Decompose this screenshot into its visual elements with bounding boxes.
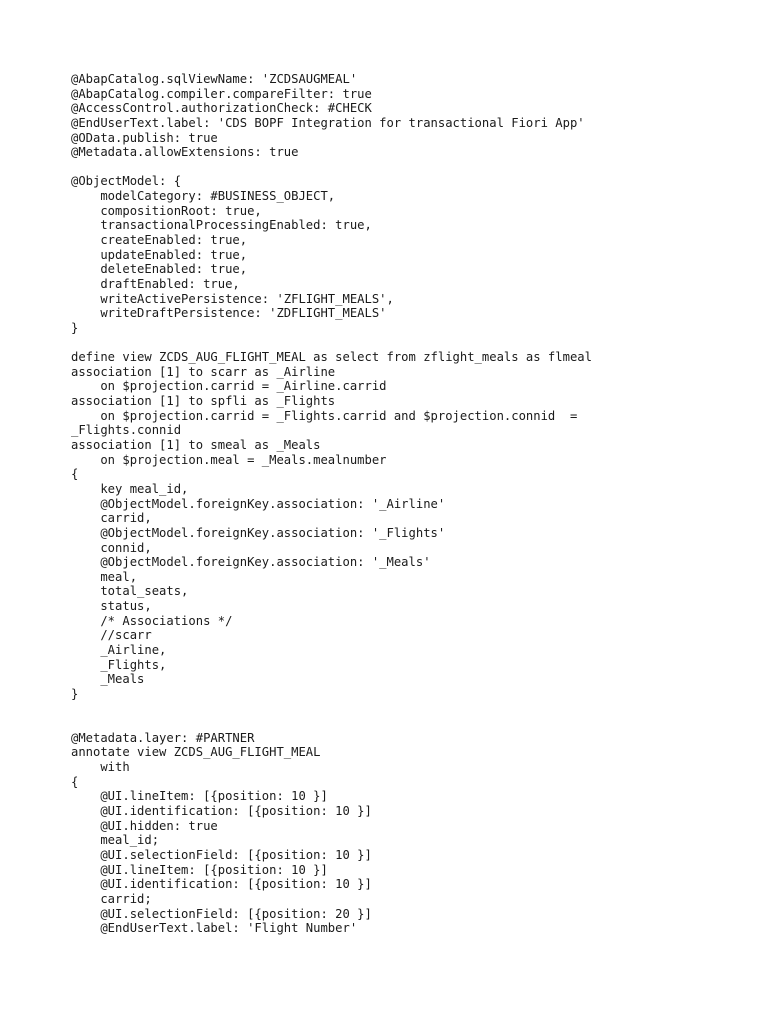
code-line: association [1] to spfli as _Flights — [71, 394, 336, 409]
code-line: @UI.lineItem: [{position: 10 }] — [71, 862, 328, 877]
block-catalog-annotations — [71, 72, 592, 160]
code-line: meal_id; — [71, 833, 160, 848]
code-line: @UI.selectionField: [{position: 10 }] — [71, 847, 372, 862]
code-line: meal, — [71, 569, 138, 584]
blank-line — [71, 160, 592, 175]
code-line: with — [71, 760, 130, 775]
code-line: { — [71, 774, 79, 789]
code-line: @Metadata.layer: #PARTNER — [71, 730, 255, 745]
code-line: { — [71, 467, 79, 482]
code-line: draftEnabled: true, — [71, 276, 240, 291]
code-line: _Flights, — [71, 657, 167, 672]
code-line: _Flights.connid — [71, 423, 182, 438]
code-line: define view ZCDS_AUG_FLIGHT_MEAL as select from zflight_meals as flmeal — [71, 350, 592, 365]
code-line: key meal_id, — [71, 481, 189, 496]
code-line: @ObjectModel.foreignKey.association: '_Airline' — [71, 496, 446, 511]
blank-lines — [71, 702, 592, 731]
code-line: /* Associations */ — [71, 613, 233, 628]
code-line: @EndUserText.label: 'CDS BOPF Integration for transactional Fiori App' — [71, 115, 585, 130]
code-line: on $projection.carrid = _Airline.carrid — [71, 379, 387, 394]
code-line: on $projection.meal = _Meals.mealnumber — [71, 452, 387, 467]
code-line: connid, — [71, 540, 152, 555]
code-line: @EndUserText.label: 'Flight Number' — [71, 921, 358, 936]
code-line: total_seats, — [71, 584, 189, 599]
code-line: @OData.publish: true — [71, 130, 218, 145]
block-define-view — [71, 350, 592, 701]
code-line: on $projection.carrid = _Flights.carrid and $projection.connid = — [71, 408, 578, 423]
code-line: @AccessControl.authorizationCheck: #CHECK — [71, 101, 372, 116]
block-metadata-extension — [71, 731, 592, 936]
code-line: @UI.hidden: true — [71, 818, 218, 833]
code-line: @UI.selectionField: [{position: 20 }] — [71, 906, 372, 921]
code-line: @AbapCatalog.sqlViewName: 'ZCDSAUGMEAL' — [71, 72, 358, 86]
code-line: //scarr — [71, 628, 152, 643]
code-line: @UI.identification: [{position: 10 }] — [71, 804, 372, 819]
code-line: } — [71, 686, 79, 701]
code-line: @ObjectModel.foreignKey.association: '_Meals' — [71, 555, 431, 570]
code-line: updateEnabled: true, — [71, 247, 248, 262]
code-line: status, — [71, 599, 152, 614]
code-listing — [71, 72, 592, 936]
code-line: _Meals — [71, 672, 145, 687]
code-line: @ObjectModel: { — [71, 174, 182, 189]
code-line: association [1] to scarr as _Airline — [71, 364, 336, 379]
code-line: _Airline, — [71, 642, 167, 657]
code-line: writeActivePersistence: 'ZFLIGHT_MEALS', — [71, 291, 394, 306]
code-line: @Metadata.allowExtensions: true — [71, 145, 299, 160]
code-line: @UI.identification: [{position: 10 }] — [71, 877, 372, 892]
code-line: writeDraftPersistence: 'ZDFLIGHT_MEALS' — [71, 306, 387, 321]
code-line: } — [71, 320, 79, 335]
code-line: annotate view ZCDS_AUG_FLIGHT_MEAL — [71, 745, 321, 760]
blank-line — [71, 336, 592, 351]
code-line: compositionRoot: true, — [71, 203, 262, 218]
code-line: createEnabled: true, — [71, 233, 248, 248]
code-line: carrid, — [71, 511, 152, 526]
code-line: transactionalProcessingEnabled: true, — [71, 218, 372, 233]
code-line: @ObjectModel.foreignKey.association: '_Flights' — [71, 525, 446, 540]
code-line: modelCategory: #BUSINESS_OBJECT, — [71, 189, 336, 204]
code-line: @UI.lineItem: [{position: 10 }] — [71, 789, 328, 804]
code-line: carrid; — [71, 891, 152, 906]
code-line: @AbapCatalog.compiler.compareFilter: true — [71, 86, 372, 101]
block-object-model — [71, 174, 592, 335]
code-line: association [1] to smeal as _Meals — [71, 438, 321, 453]
code-line: deleteEnabled: true, — [71, 262, 248, 277]
